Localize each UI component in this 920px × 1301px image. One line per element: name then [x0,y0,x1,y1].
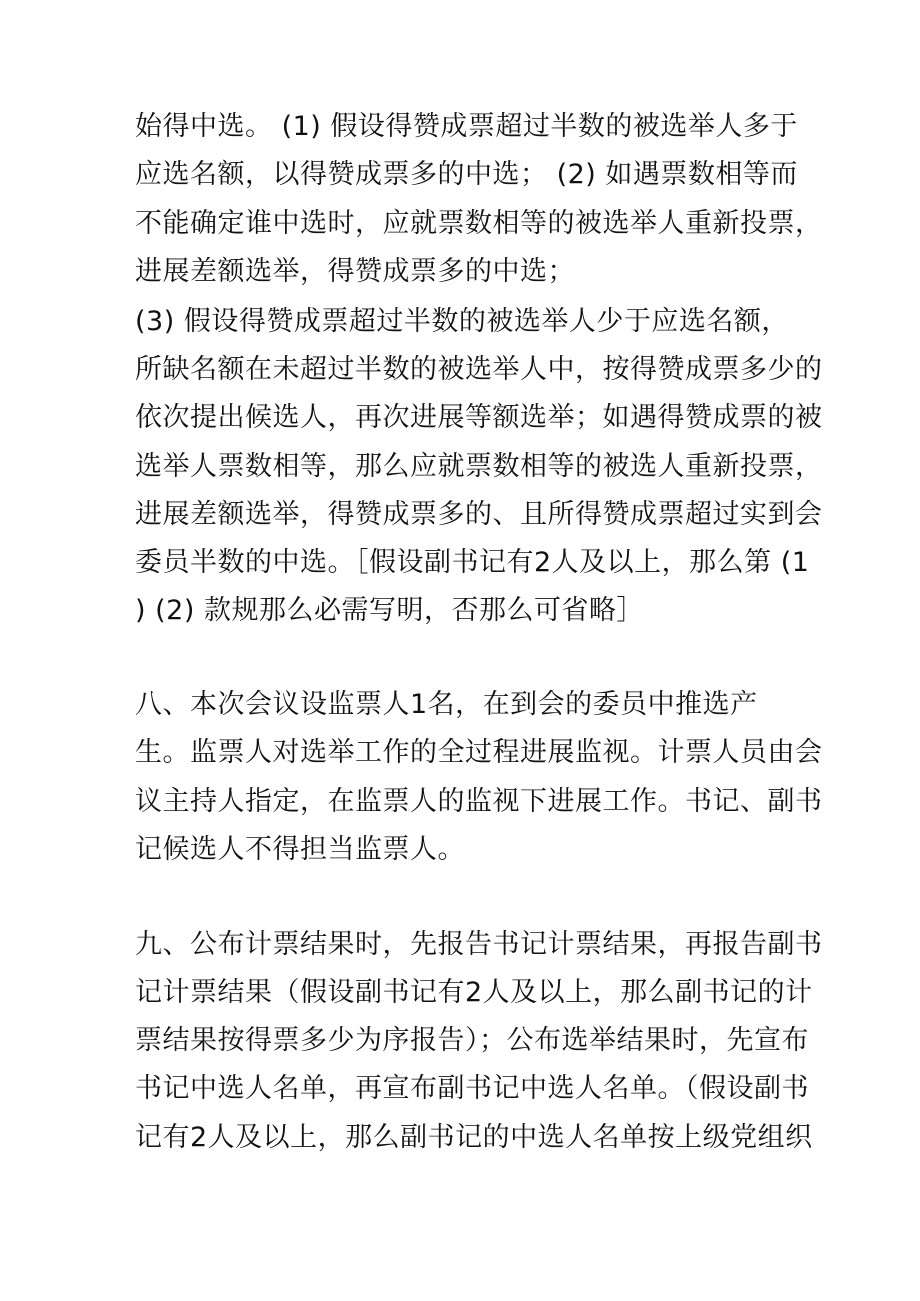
text-line: 记计票结果（假设副书记有2人及以上，那么副书记的计 [135,977,813,1008]
text-line: 应选名额，以得赞成票多的中选； (2) 如遇票数相等而 [135,159,798,190]
text-line: 九、公布计票结果时，先报告书记计票结果，再报告副书 [135,929,823,960]
text-line: 八、本次会议设监票人1名，在到会的委员中推选产 [135,689,758,720]
text-line: 议主持人指定，在监票人的监视下进展工作。书记、副书 [135,786,823,817]
text-line: (3) 假设得赞成票超过半数的被选举人少于应选名额， [135,306,789,337]
text-line: 依次提出候选人，再次进展等额选举；如遇得赞成票的被 [135,402,823,433]
text-line: 不能确定谁中选时，应就票数相等的被选举人重新投票， [135,208,823,239]
text-line: 选举人票数相等，那么应就票数相等的被选人重新投票， [135,451,823,482]
text-line: 所缺名额在未超过半数的被选举人中，按得赞成票多少的 [135,354,823,385]
text-line: 进展差额选举，得赞成票多的中选； [135,256,575,287]
text-line: 记有2人及以上，那么副书记的中选人名单按上级党组织 [135,1122,813,1153]
text-line: ) (2) 款规那么必需写明，否那么可省略］ [135,595,644,626]
text-line: 进展差额选举，得赞成票多的、且所得赞成票超过实到会 [135,499,823,530]
text-line: 书记中选人名单，再宣布副书记中选人名单。（假设副书 [135,1073,809,1104]
text-line: 始得中选。 (1) 假设得赞成票超过半数的被选举人多于 [135,111,798,142]
text-line: 委员半数的中选。［假设副书记有2人及以上，那么第 (1 [135,547,810,578]
text-line: 生。监票人对选举工作的全过程进展监视。计票人员由会 [135,737,823,768]
text-line: 票结果按得票多少为序报告）；公布选举结果时，先宣布 [135,1025,809,1056]
text-line: 记候选人不得担当监票人。 [135,834,465,865]
